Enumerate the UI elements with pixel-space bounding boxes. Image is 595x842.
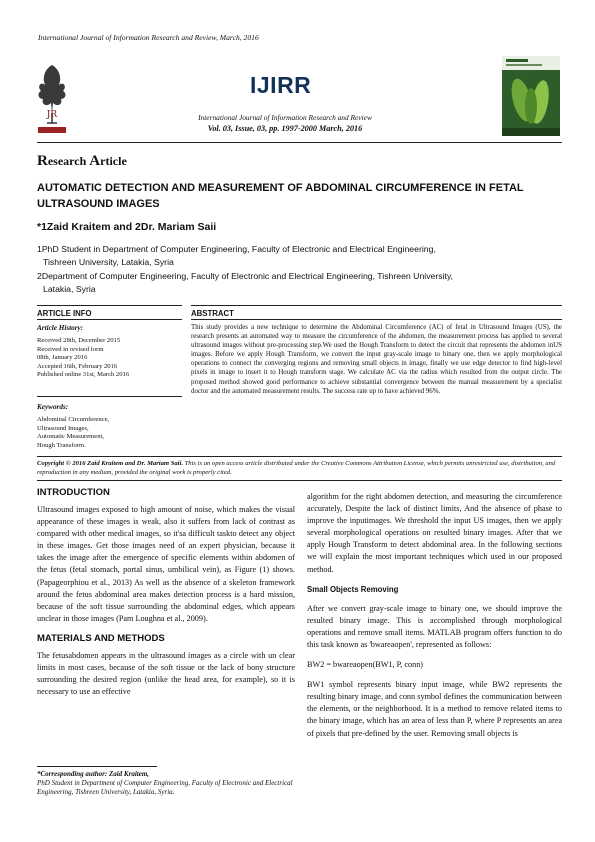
article-history: Article History: Received 28th, December 2015 Received in revised form 08th, January 2016 Accepted 16th, February 2016 Published online 31st, March 2016 [37,324,130,379]
header-divider [37,142,562,143]
article-type: Research Article [37,153,127,169]
right-column [307,491,562,740]
journal-emblem-icon [33,57,71,136]
right-paragraph-1: algorithm for the right abdomen detection, and measuring the circumference accurately, Despite the lack of distinct limits, And the absence of phase to improve the inputimages. We threshold the input US images, then we apply several morphological operations on resulted binary images. After that we apply Hough Transform to detect abdominal area. In the following sections we will explain the most important techniques which used in our proposed method. [307,492,562,574]
formula: BW2 = bwareaopen(BW1, P, conn) [307,660,424,670]
keywords: Keywords: Abdominal Circumference, Ultrasound Images, Automatic Measurement, Hough Transform. [37,403,110,449]
svg-text:JR: JR [46,110,58,120]
running-head: International Journal of Information Research and Review, March, 2016 [38,33,259,42]
small-objects-heading: Small Objects Removing [307,584,399,594]
introduction-text: Ultrasound images exposed to high amount of noise, which makes the visual appearance of these images is weak, also it suffers from lack of contrast as compared with other medical images, so it'sa difficult taskto detect any object in these images. Get those images need of an expert physician, because it takes the image after the emergence of specific elements within abdomen of the fetus (fetal stomach, portal sinus, umbilical vein), as Figure (1) shows. (Papageorphiou et al., 2013) As well as the absence of a skeleton framework around the fetus abdominal area makes detection process is a hard mission, because of the soft tissue surrounding the abdominal edges, which appears unclear in those images (Pam Loughna et al., 2009). [37,505,295,623]
abstract-mid-rule [191,319,562,320]
journal-cover-icon [502,56,560,136]
copyright-notice: Copyright © 2016 Zaid Kraitem and Dr. Mariam Saii. This is an open access article distributed under the Creative Commons Attribution License, which permits unrestricted use, distribution, and reproduction in any medium, provided the original work is properly cited. [37,460,556,476]
body-top-rule [37,480,562,481]
journal-logo-text: IJIRR [250,72,312,98]
affiliation-2: 2Department of Computer Engineering, Faculty of Electronic and Electrical Engineering, Tishreen University, Latakia, Syria [37,271,454,294]
right-paragraph-2: After we convert gray-scale image to binary one, we should improve the resulted binary image. This is accomplished through morphological operations and remove small items. MATLAB program offers function to do this task known as 'bwareaopen', represented as follows: [307,603,562,649]
methods-heading: MATERIALS AND METHODS [37,632,165,644]
volume-line: Vol. 03, Issue, 03, pp. 1997-2000 March, 2016 [207,124,363,133]
journal-name: International Journal of Information Research and Review [198,113,372,122]
info-top-rule [37,305,182,306]
authors: *1Zaid Kraitem and 2Dr. Mariam Saii [37,221,217,233]
left-column [37,487,295,698]
info-keywords-rule [37,396,182,397]
article-title: AUTOMATIC DETECTION AND MEASUREMENT OF ABDOMINAL CIRCUMFERENCE IN FETAL ULTRASOUND IMAGES [37,182,524,210]
abstract-top-rule [191,305,562,306]
copyright-rule [37,456,562,457]
methods-text: The fetusabdomen appears in the ultrasound images as a circle with un clear limits in most cases, because of the soft tissue or the lack of bony structure surrounding the desired region (unlike the head area, for example), so it is necessary to use an effective [37,650,295,697]
abstract-heading: ABSTRACT [191,309,234,318]
corresponding-author: *Corresponding author: Zaid Kraitem, PhD Student in Department of Computer Engineering, Faculty of Electronic and Electrical Engineering, Tishreen University, Latakia, Syria. [37,770,293,796]
right-paragraph-3: BW1 symbol represents binary input image, while BW2 represents the resulting binary image, and conn symbol defines the communication between the elements, or the neighborhood. It is a method to remove related items to the binary image, which has an area of less than P, where P represents an area of pixels that pre-defined by the user. Removing small objects is [307,680,562,738]
introduction-heading: INTRODUCTION [37,487,110,498]
abstract-text: This study provides a new technique to determine the Abdominal Circumference (AC) of fetal in Ultrasound Images (US), the research presents an automated way to measure the circumference of the abdomen, the measurement process has applied to several ultrasound images without pre-processing step.We used the Hough Transform to detect the circuit that represents the abdomen inUS images. Before we apply Hough Transform, we convert the input gray-scale image to binary one, then we apply morphological operations to connect the converging regions and removing small objects in image, finally we use edge detector to find high-level pixels in image to insert it to Hough transform stage. We calculate AC via the radius which resulted from the output circle. The proposed method showed good performance to achieve substantial convergence between the manual measurement by a specialist doctor and the automated measurement results. The success rate up to have achieved 96%. [191,324,562,395]
info-mid-rule [37,319,182,320]
article-info-heading: ARTICLE INFO [37,309,92,318]
footnote-rule [37,766,157,767]
affiliation-1: 1PhD Student in Department of Computer Engineering, Faculty of Electronic and Electrical Engineering, Tishreen University, Latakia, Syria [37,244,436,267]
